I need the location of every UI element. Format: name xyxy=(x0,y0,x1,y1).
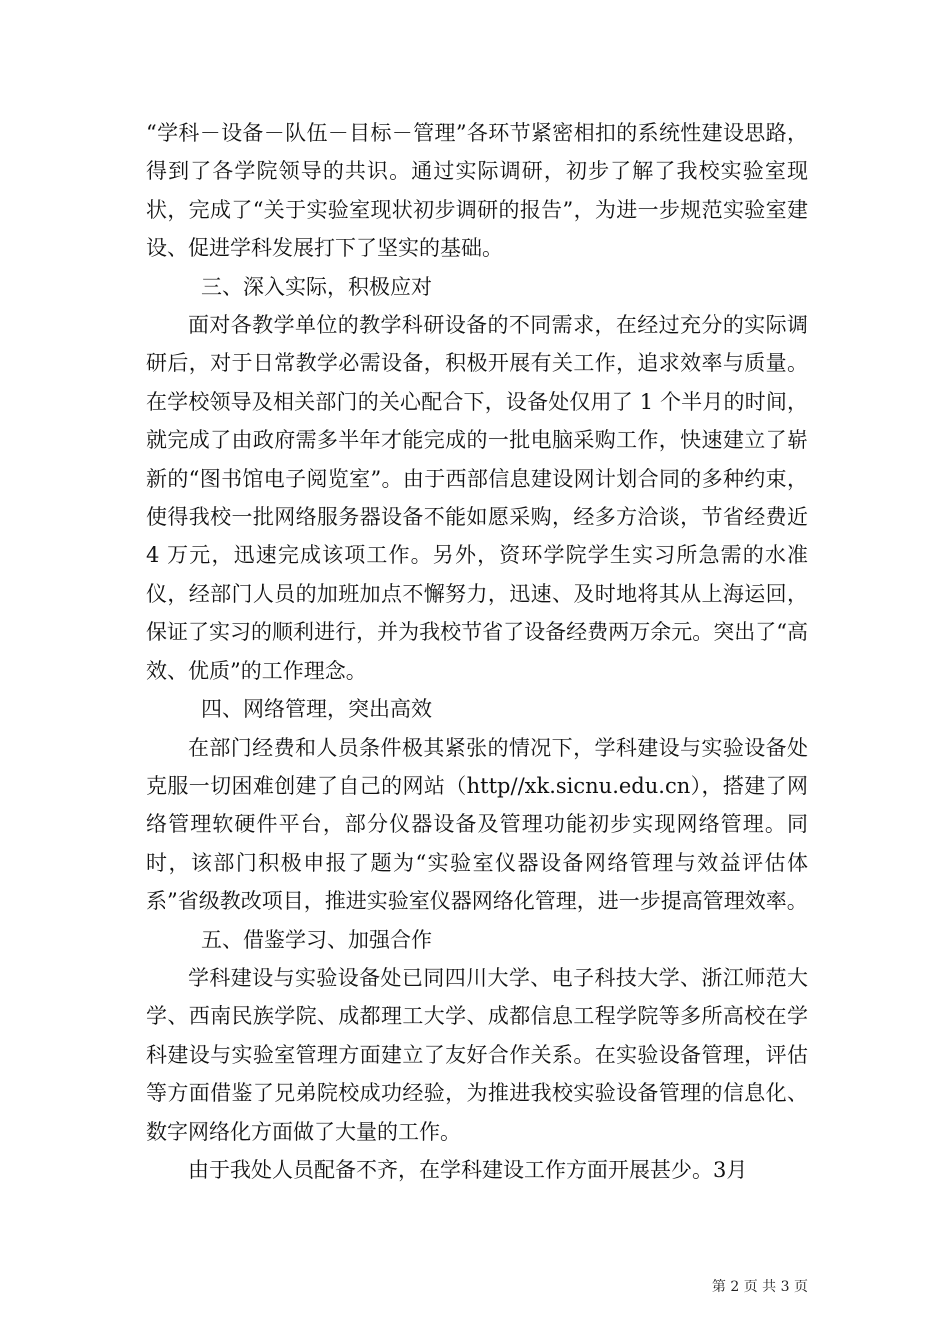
page-number-footer: 第 2 页 共 3 页 xyxy=(711,1279,808,1295)
document-body xyxy=(146,114,808,1189)
paragraph-intro-continued: “学科－设备－队伍－目标－管理”各环节紧密相扣的系统性建设思路，得到了各学院领导的共识。通过实际调研，初步了解了我校实验室现状，完成了“关于实验室现状初步调研的报告”，为进一步规范实验室建设、促进学科发展打下了坚实的基础。 xyxy=(146,121,808,261)
section-heading-4: 四、网络管理，突出高效 xyxy=(201,697,432,722)
paragraph-section-5: 学科建设与实验设备处已同四川大学、电子科技大学、浙江师范大学、西南民族学院、成都理工大学、成都信息工程学院等多所高校在学科建设与实验室管理方面建立了友好合作关系。在实验设备管理，评估等方面借鉴了兄弟院校成功经验，为推进我校实验设备管理的信息化、数字网络化方面做了大量的工作。 xyxy=(146,965,808,1144)
section-heading-3: 三、深入实际，积极应对 xyxy=(201,274,432,299)
paragraph-section-4: 在部门经费和人员条件极其紧张的情况下，学科建设与实验设备处克服一切困难创建了自己的网站（http//xk.sicnu.edu.cn），搭建了网络管理软硬件平台，部分仪器设备及管理功能初步实现网络管理。同时，该部门积极申报了题为“实验室仪器设备网络管理与效益评估体系”省级教改项目，推进实验室仪器网络化管理，进一步提高管理效率。 xyxy=(146,735,808,914)
paragraph-closing: 由于我处人员配备不齐，在学科建设工作方面开展甚少。3月 xyxy=(188,1157,748,1182)
paragraph-section-3: 面对各教学单位的教学科研设备的不同需求，在经过充分的实际调研后，对于日常教学必需设备，积极开展有关工作，追求效率与质量。在学校领导及相关部门的关心配合下，设备处仅用了 1 个半月的时间，就完成了由政府需多半年才能完成的一批电脑采购工作，快速建立了崭新的“图书馆电子阅览室”。由于西部信息建设网计划合同的多种约束，使得我校一批网络服务器设备不能如愿采购，经多方洽谈，节省经费近 4 万元，迅速完成该项工作。另外，资环学院学生实习所急需的水准仪，经部门人员的加班加点不懈努力，迅速、及时地将其从上海运回，保证了实习的顺利进行，并为我校节省了设备经费两万余元。突出了“高效、优质”的工作理念。 xyxy=(146,313,808,683)
section-heading-5: 五、借鉴学习、加强合作 xyxy=(201,927,432,952)
